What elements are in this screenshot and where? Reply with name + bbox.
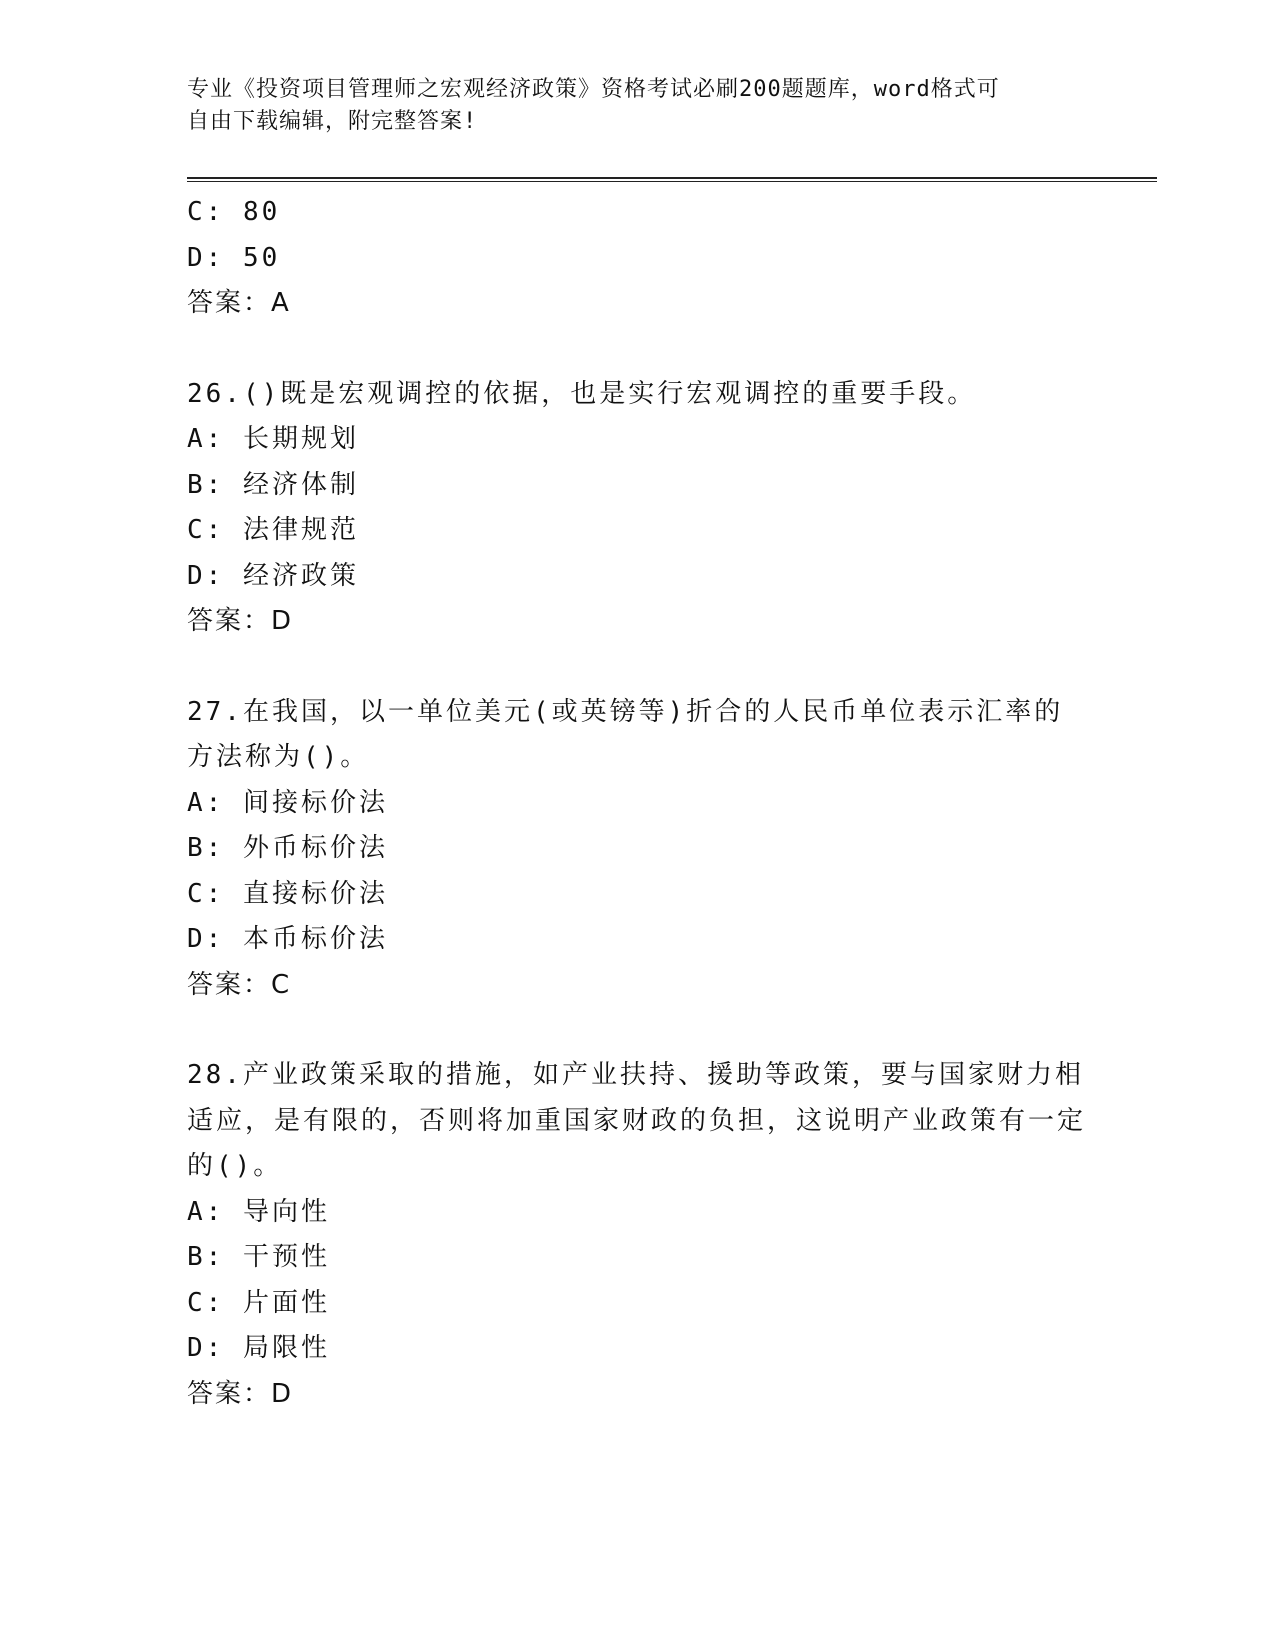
question-text: 26.()既是宏观调控的依据，也是实行宏观调控的重要手段。	[187, 378, 977, 409]
answer-line: 答案：D	[187, 1378, 294, 1409]
document-header	[187, 74, 1087, 138]
question-27	[187, 690, 1087, 1009]
option-c: C: 片面性	[187, 1287, 330, 1318]
option-b: B: 经济体制	[187, 469, 359, 500]
option-a: A: 间接标价法	[187, 787, 388, 818]
question-text: 28.产业政策采取的措施，如产业扶持、援助等政策，要与国家财力相适应，是有限的，否则将加重国家财政的负担，这说明产业政策有一定的()。	[187, 1060, 1087, 1181]
option-c: C: 直接标价法	[187, 878, 388, 909]
option-c: C: 法律规范	[187, 515, 359, 545]
header-title-line-2: 自由下载编辑，附完整答案!	[187, 109, 478, 134]
answer-line: 答案：D	[187, 606, 294, 636]
answer-line: 答案：A	[187, 288, 291, 318]
question-28	[187, 1053, 1087, 1417]
option-a: A: 长期规划	[187, 424, 359, 454]
option-c: C: 80	[187, 197, 281, 227]
option-d: D: 经济政策	[187, 560, 359, 591]
spacer	[187, 327, 1087, 372]
question-list	[187, 190, 1087, 1417]
question-text: 27.在我国，以一单位美元(或英镑等)折合的人民币单位表示汇率的方法称为()。	[187, 696, 1064, 772]
option-b: B: 干预性	[187, 1242, 330, 1272]
spacer	[187, 645, 1087, 690]
spacer	[187, 1008, 1087, 1053]
option-d: D: 局限性	[187, 1333, 330, 1363]
question-26	[187, 372, 1087, 645]
option-a: A: 导向性	[187, 1196, 330, 1227]
option-b: B: 外币标价法	[187, 833, 388, 863]
header-title-line-1: 专业《投资项目管理师之宏观经济政策》资格考试必刷200题题库，word格式可	[187, 77, 1000, 102]
header-divider	[187, 177, 1157, 182]
option-d: D: 50	[187, 242, 281, 273]
answer-line: 答案：C	[187, 969, 292, 1000]
continued-question	[187, 190, 1087, 327]
option-d: D: 本币标价法	[187, 924, 388, 954]
